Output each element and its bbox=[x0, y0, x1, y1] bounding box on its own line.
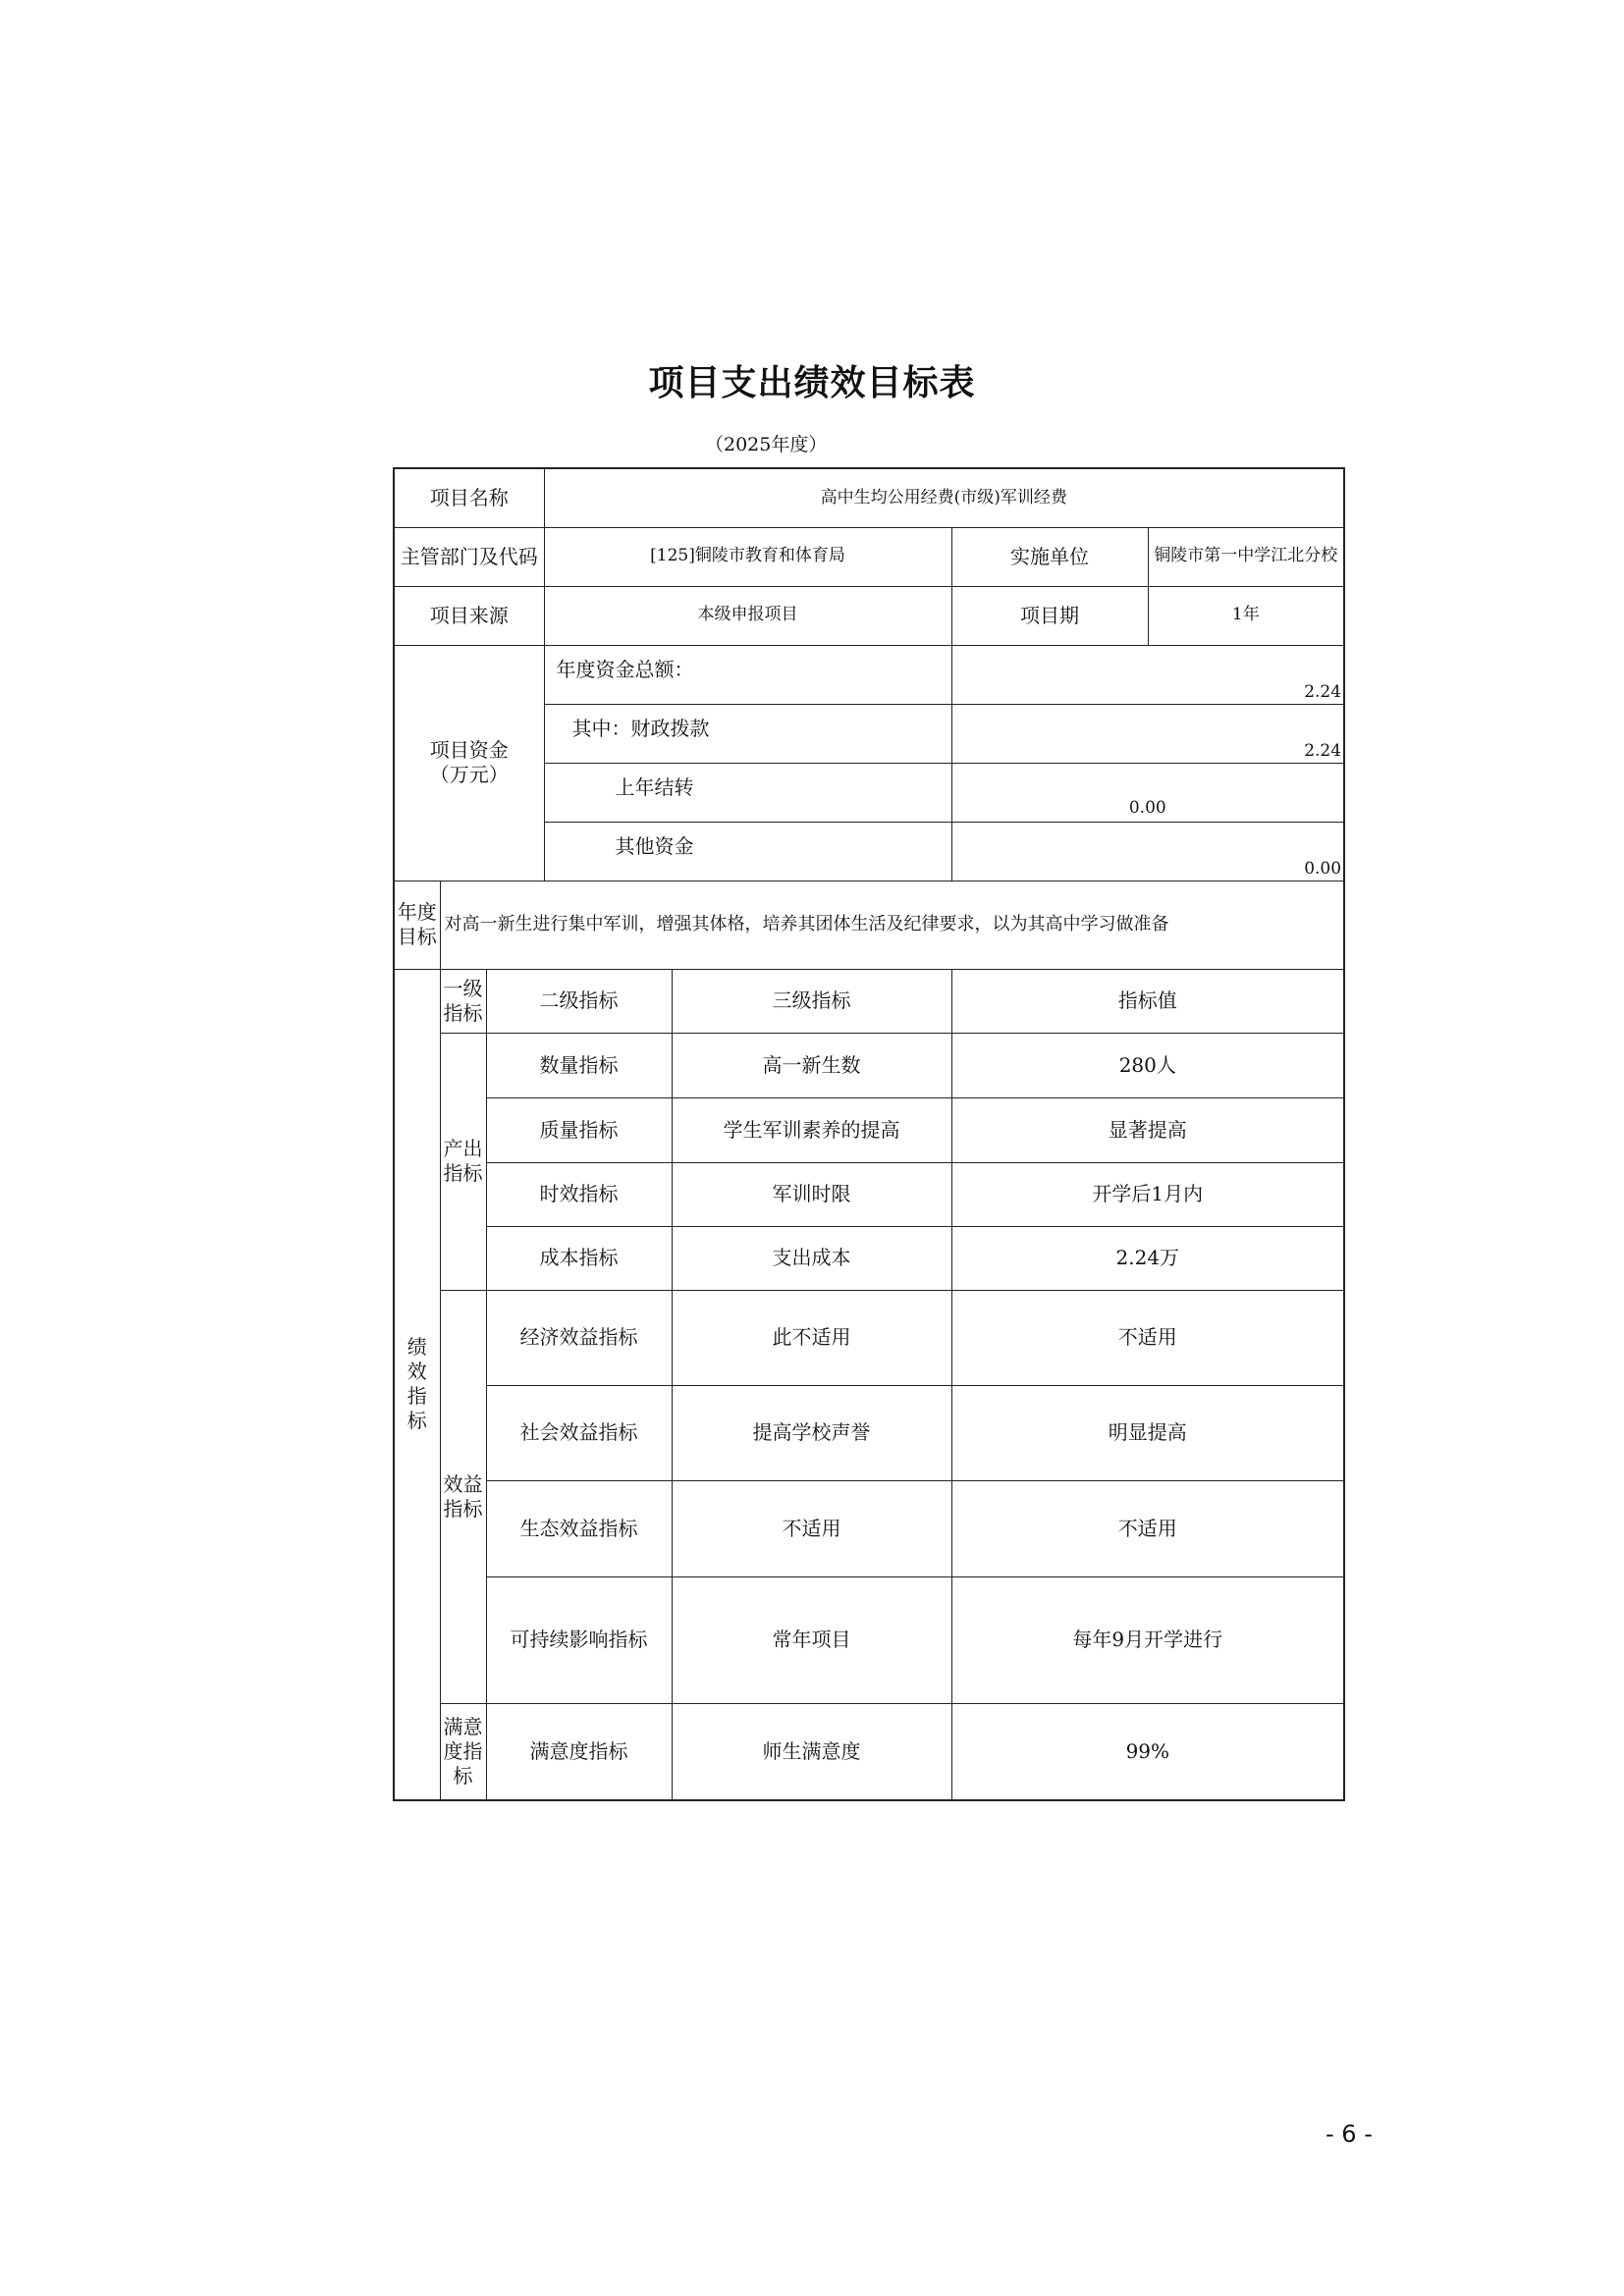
satisfaction-indicators-label-line: 度指 bbox=[443, 1738, 483, 1763]
row-indicator-header bbox=[394, 969, 1344, 1033]
level2-cell: 数量指标 bbox=[486, 1033, 672, 1097]
implementing-unit-label: 实施单位 bbox=[951, 527, 1148, 586]
project-name-value: 高中生均公用经费(市级)军训经费 bbox=[544, 468, 1344, 527]
funds-carryover-label: 上年结转 bbox=[544, 763, 951, 822]
benefit-indicators-label-line: 指标 bbox=[443, 1496, 483, 1521]
level3-cell: 师生满意度 bbox=[672, 1703, 951, 1800]
project-source-value: 本级申报项目 bbox=[544, 586, 951, 645]
level2-cell: 时效指标 bbox=[486, 1162, 672, 1226]
header-level1 bbox=[440, 969, 486, 1033]
header-level1-line: 指标 bbox=[443, 1000, 483, 1025]
table-row bbox=[394, 1226, 1344, 1290]
header-level2: 二级指标 bbox=[486, 969, 672, 1033]
level2-cell: 经济效益指标 bbox=[486, 1290, 672, 1385]
level3-cell: 学生军训素养的提高 bbox=[672, 1097, 951, 1162]
row-annual-goal bbox=[394, 881, 1344, 969]
performance-target-table bbox=[393, 467, 1345, 1801]
performance-indicators-char: 标 bbox=[406, 1409, 427, 1433]
project-period-label: 项目期 bbox=[951, 586, 1148, 645]
satisfaction-indicators-label-line: 满意 bbox=[443, 1714, 483, 1738]
table-row bbox=[394, 1162, 1344, 1226]
value-cell: 明显提高 bbox=[951, 1385, 1344, 1480]
satisfaction-indicators-label-line: 标 bbox=[453, 1763, 473, 1788]
document-title: 项目支出绩效目标表 bbox=[648, 363, 976, 403]
row-funds-total bbox=[394, 645, 1344, 704]
table-row bbox=[394, 1097, 1344, 1162]
project-period-value: 1年 bbox=[1148, 586, 1344, 645]
fiscal-year: （2025年度） bbox=[705, 434, 828, 455]
level2-cell: 满意度指标 bbox=[486, 1703, 672, 1800]
row-department bbox=[394, 527, 1344, 586]
level2-cell: 生态效益指标 bbox=[486, 1480, 672, 1576]
funds-fiscal-value: 2.24 bbox=[951, 704, 1344, 763]
table-row bbox=[394, 1480, 1344, 1576]
value-cell: 开学后1月内 bbox=[951, 1162, 1344, 1226]
row-project-name bbox=[394, 468, 1344, 527]
level3-cell: 高一新生数 bbox=[672, 1033, 951, 1097]
value-cell: 每年9月开学进行 bbox=[951, 1576, 1344, 1703]
table-row bbox=[394, 1385, 1344, 1480]
header-value: 指标值 bbox=[951, 969, 1344, 1033]
table-row bbox=[394, 1576, 1344, 1703]
project-funds-label bbox=[394, 645, 544, 881]
performance-indicators-char: 效 bbox=[406, 1360, 427, 1384]
department-label: 主管部门及代码 bbox=[394, 527, 544, 586]
table-row bbox=[394, 1290, 1344, 1385]
value-cell: 不适用 bbox=[951, 1480, 1344, 1576]
annual-goal-label bbox=[394, 881, 440, 969]
level3-cell: 不适用 bbox=[672, 1480, 951, 1576]
department-value: [125]铜陵市教育和体育局 bbox=[544, 527, 951, 586]
row-source bbox=[394, 586, 1344, 645]
level2-cell: 成本指标 bbox=[486, 1226, 672, 1290]
value-cell: 不适用 bbox=[951, 1290, 1344, 1385]
output-indicators-label bbox=[440, 1033, 486, 1290]
funds-fiscal-label: 其中：财政拨款 bbox=[544, 704, 951, 763]
project-funds-label-line2: （万元） bbox=[429, 763, 509, 786]
funds-carryover-value: 0.00 bbox=[951, 763, 1344, 822]
level2-cell: 社会效益指标 bbox=[486, 1385, 672, 1480]
value-cell: 2.24万 bbox=[951, 1226, 1344, 1290]
level3-cell: 提高学校声誉 bbox=[672, 1385, 951, 1480]
satisfaction-indicators-label bbox=[440, 1703, 486, 1800]
annual-goal-label-line1: 年度 bbox=[397, 900, 437, 924]
level3-cell: 此不适用 bbox=[672, 1290, 951, 1385]
level3-cell: 常年项目 bbox=[672, 1576, 951, 1703]
performance-indicators-char: 指 bbox=[406, 1384, 427, 1409]
table-row bbox=[394, 1703, 1344, 1800]
project-source-label: 项目来源 bbox=[394, 586, 544, 645]
level2-cell: 质量指标 bbox=[486, 1097, 672, 1162]
value-cell: 显著提高 bbox=[951, 1097, 1344, 1162]
implementing-unit-value: 铜陵市第一中学江北分校 bbox=[1148, 527, 1344, 586]
annual-goal-label-line2: 目标 bbox=[397, 925, 437, 948]
performance-indicators-char: 绩 bbox=[406, 1335, 427, 1360]
funds-total-value: 2.24 bbox=[951, 645, 1344, 704]
funds-other-label: 其他资金 bbox=[544, 822, 951, 881]
annual-goal-text: 对高一新生进行集中军训，增强其体格，培养其团体生活及纪律要求，以为其高中学习做准备 bbox=[440, 881, 1344, 969]
output-indicators-label-line: 指标 bbox=[443, 1161, 483, 1185]
level3-cell: 支出成本 bbox=[672, 1226, 951, 1290]
table-row bbox=[394, 1033, 1344, 1097]
benefit-indicators-label-line: 效益 bbox=[443, 1471, 483, 1496]
performance-indicators-label bbox=[394, 969, 440, 1800]
page-number: - 6 - bbox=[1326, 2120, 1373, 2148]
header-level3: 三级指标 bbox=[672, 969, 951, 1033]
level2-cell: 可持续影响指标 bbox=[486, 1576, 672, 1703]
header-level1-line: 一级 bbox=[443, 976, 483, 1000]
project-name-label: 项目名称 bbox=[394, 468, 544, 527]
project-funds-label-line1: 项目资金 bbox=[429, 738, 509, 762]
funds-other-value: 0.00 bbox=[951, 822, 1344, 881]
value-cell: 99% bbox=[951, 1703, 1344, 1800]
output-indicators-label-line: 产出 bbox=[443, 1137, 483, 1160]
benefit-indicators-label bbox=[440, 1290, 486, 1703]
level3-cell: 军训时限 bbox=[672, 1162, 951, 1226]
funds-total-label: 年度资金总额： bbox=[544, 645, 951, 704]
value-cell: 280人 bbox=[951, 1033, 1344, 1097]
